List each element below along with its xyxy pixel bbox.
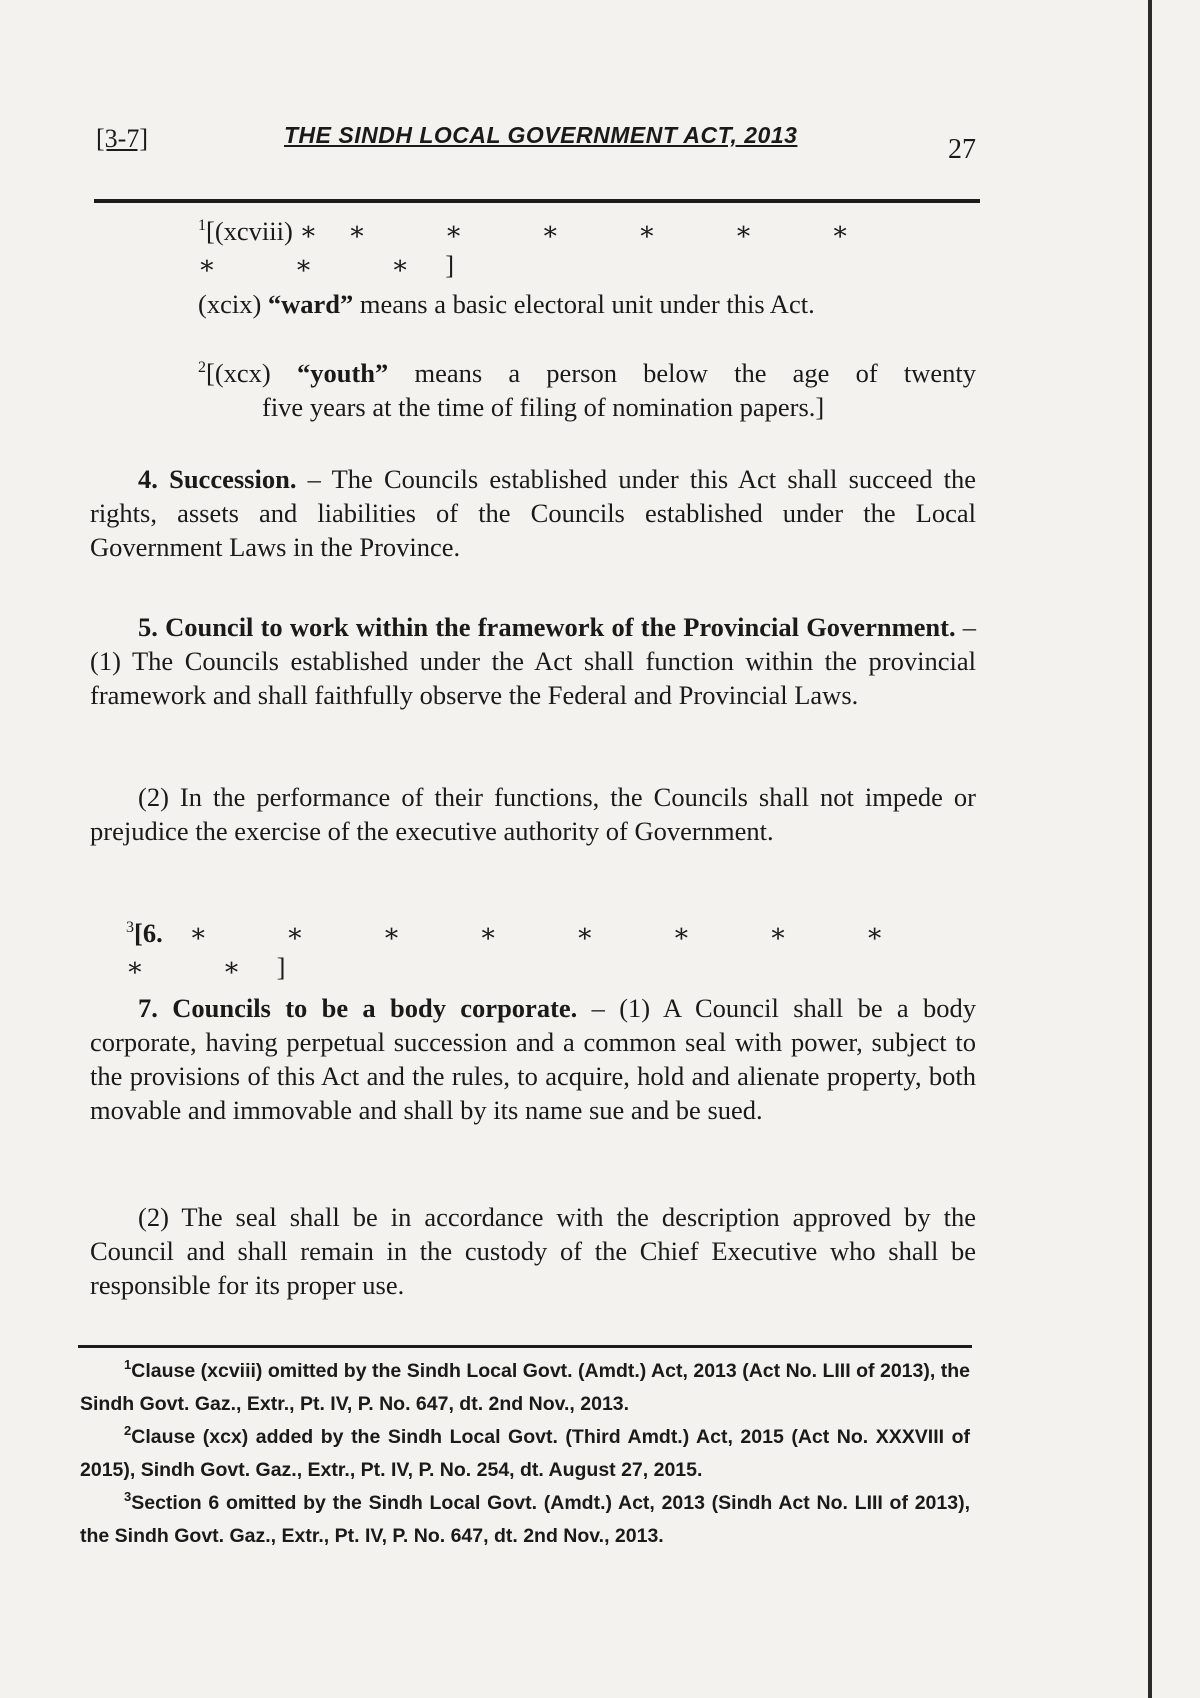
footnote-marker: 1: [124, 1357, 132, 1372]
section-6-omitted: $^3$[6. ∗ ∗ ∗ ∗ ∗ ∗ ∗ ∗ ∗ ∗]: [126, 918, 920, 982]
omission-stars: ∗ ∗ ∗ ∗ ∗ ∗ ∗ ∗ ∗ ∗: [126, 918, 920, 982]
footnotes: [80, 1355, 970, 1553]
omission-stars: ∗ ∗ ∗ ∗ ∗ ∗ ∗ ∗ ∗: [198, 216, 886, 280]
footnote: $^3$Section 6 omitted by the Sindh Local Govt. (Amdt.) Act, 2013 (Sindh Act No. LIII of 2013), the Sindh Govt. Gaz., Extr., Pt. IV, P. No. 647, dt. 2nd Nov., 2013.: [80, 1489, 970, 1547]
footnote: $^1$Clause (xcviii) omitted by the Sindh Local Govt. (Amdt.) Act, 2013 (Act No. LIII of 2013), the Sindh Govt. Gaz., Extr., Pt. IV, P. No. 647, dt. 2nd Nov., 2013.: [80, 1357, 970, 1415]
section-number: 4.: [138, 464, 158, 494]
section-7: 7. Councils to be a body corporate. – (1) A Council shall be a body corporate, having perpetual succession and a common seal with power, subject to the provisions of this Act and the rules, to acquire, hold and alienate property, both movable and immovable and shall by its name sue and be sued.: [90, 993, 977, 1125]
clause-xcix: (xcix) “ward” means a basic electoral unit under this Act.: [198, 289, 815, 319]
act-title: THE SINDH LOCAL GOVERNMENT ACT, 2013: [284, 122, 798, 148]
section-heading: Councils to be a body corporate.: [172, 993, 578, 1023]
footnote-marker: 3: [124, 1489, 132, 1504]
section-number: 7.: [138, 993, 158, 1023]
header-rule: [94, 199, 980, 203]
section-heading: Succession.: [169, 464, 297, 494]
page-number: 27: [948, 134, 976, 165]
defined-term: “ward”: [267, 289, 354, 319]
section-5: 5. Council to work within the framework of the Provincial Government. – (1) The Councils established under the Act shall function within the provincial framework and shall faithfully observe the Federal and Provincial Laws.: [90, 612, 977, 710]
section-7-subsection-2: (2) The seal shall be in accordance with the description approved by the Council and shall remain in the custody of the Chief Executive who shall be responsible for its proper use.: [90, 1202, 976, 1300]
section-number: 5.: [138, 612, 158, 642]
section-4: 4. Succession. – The Councils established under this Act shall succeed the rights, assets and liabilities of the Councils established under the Local Government Laws in the Province.: [90, 464, 977, 562]
clause-xcx: $^2$[(xcx) “youth” means a person below the age of twenty five years at the time of filing of nomination papers.]: [198, 358, 977, 422]
footnote-rule: [78, 1345, 972, 1348]
footnote-marker: 3: [126, 919, 134, 936]
defined-term: “youth”: [296, 358, 389, 388]
section-heading: Council to work within the framework of the Provincial Government.: [165, 612, 956, 642]
footnote-marker: 1: [198, 217, 206, 234]
footnote-marker: 2: [124, 1423, 132, 1438]
page-edge-shadow: [1148, 0, 1152, 1698]
footnote: $^2$Clause (xcx) added by the Sindh Local Govt. (Third Amdt.) Act, 2015 (Act No. XXXVIII of 2015), Sindh Govt. Gaz., Extr., Pt. IV, P. No. 254, dt. August 27, 2015.: [80, 1423, 970, 1481]
footnote-marker: 2: [198, 359, 206, 376]
running-header: [96, 120, 976, 176]
section-5-subsection-2: (2) In the performance of their functions, the Councils shall not impede or prejudice the exercise of the executive authority of Government.: [90, 782, 976, 846]
section-reference: [3-7]: [96, 124, 148, 153]
clause-xcviii: $^1$[(xcviii) ∗ ∗ ∗ ∗ ∗ ∗ ∗ ∗ ∗ ∗]: [198, 216, 886, 280]
